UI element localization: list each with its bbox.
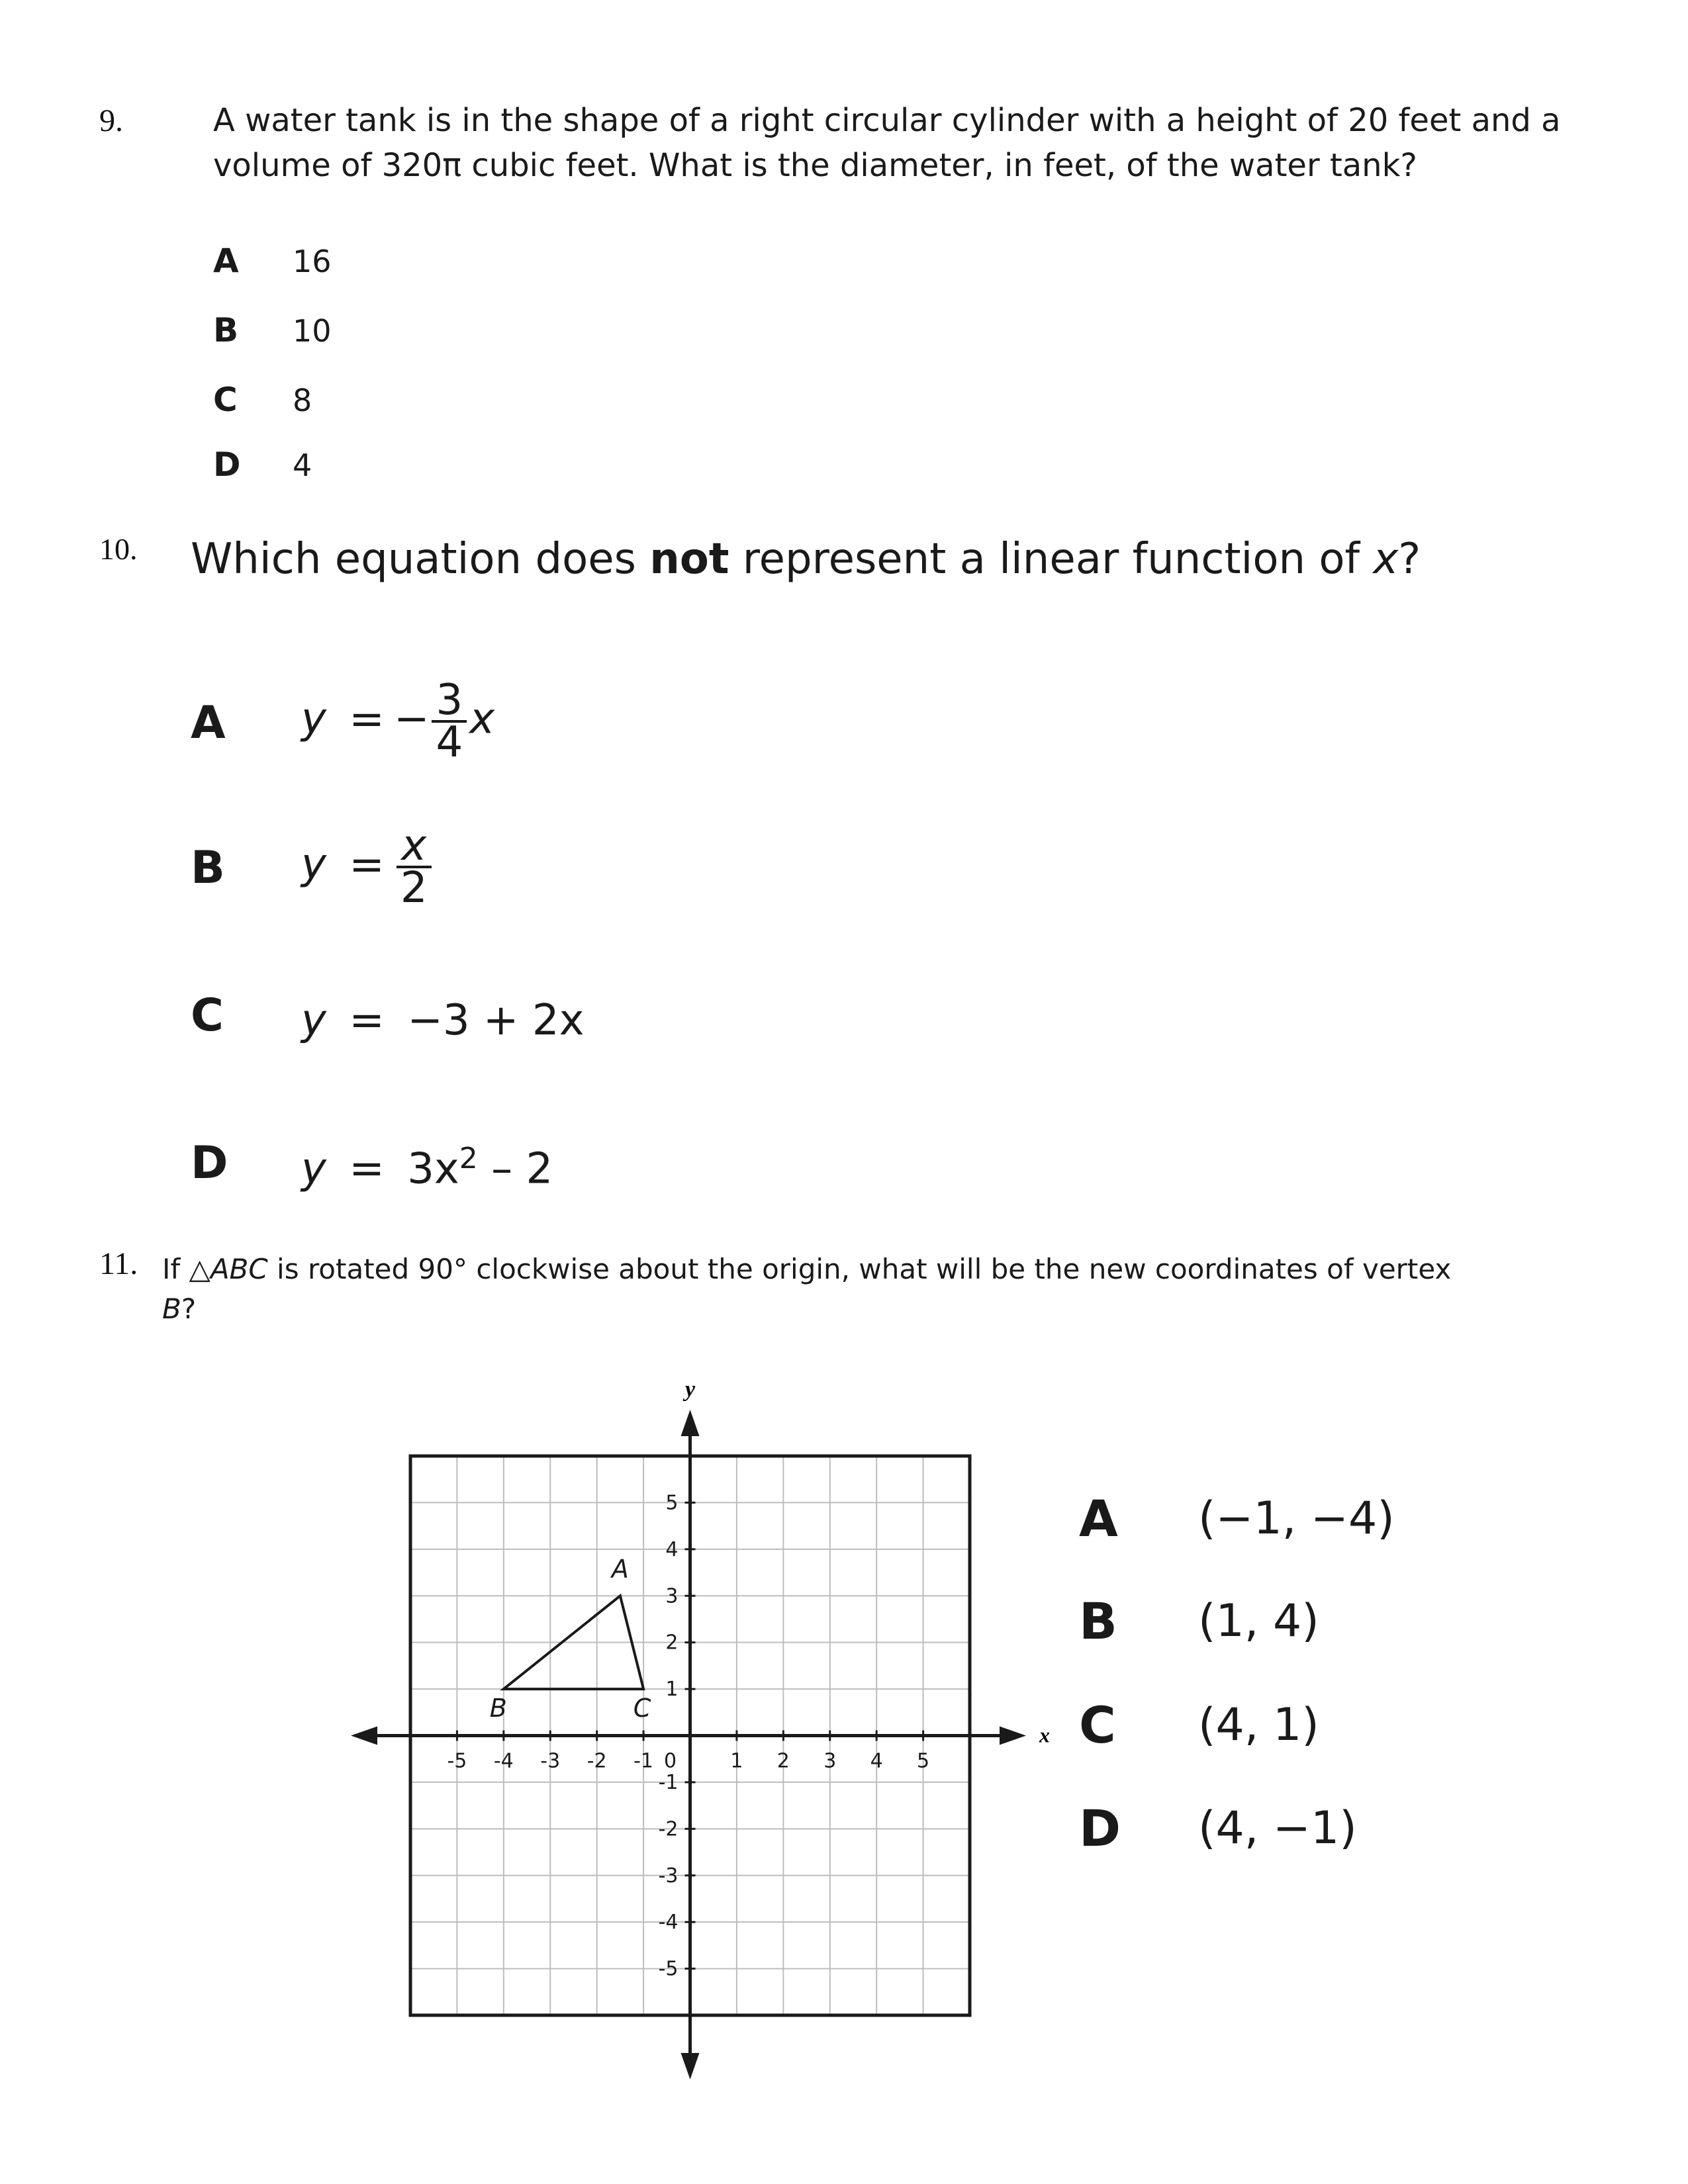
x-tick-label: 4 <box>870 1749 883 1773</box>
y-tick-label: -2 <box>658 1817 679 1841</box>
q9-choice-value-d: 4 <box>293 447 312 483</box>
q11-choice-value-b: (1, 4) <box>1198 1595 1319 1647</box>
y-axis-arrow-up <box>681 1410 700 1436</box>
x-axis-label: x <box>1039 1723 1050 1747</box>
eq-variable: x <box>469 694 495 744</box>
q10-text-part: ? <box>1398 535 1421 584</box>
x-tick-label: -5 <box>447 1749 467 1773</box>
eq-fraction <box>397 821 432 913</box>
eq-lhs: y <box>301 996 326 1045</box>
q10-choice-letter-c[interactable]: C <box>191 989 224 1042</box>
eq-equals: = <box>349 1144 385 1194</box>
question-9-text: A water tank is in the shape of a right circular cylinder with a height of 20 feet and a volume of 320π cubic feet. What is the diameter, in feet, of the water tank? <box>213 102 1561 184</box>
q11-text-part: ? <box>181 1293 197 1325</box>
q10-choice-letter-b[interactable]: B <box>191 842 225 894</box>
q11-choice-letter-a[interactable]: A <box>1079 1489 1118 1548</box>
axes <box>351 1410 1026 2079</box>
y-tick-label: -5 <box>658 1957 679 1981</box>
coordinate-grid <box>351 1370 1066 2085</box>
q9-choice-letter-b[interactable]: B <box>213 311 239 349</box>
vertex-label-a: A <box>611 1554 629 1584</box>
q10-text-part: Which equation does <box>191 535 650 584</box>
y-tick-label: 5 <box>665 1491 679 1515</box>
eq-exponent: 2 <box>459 1142 478 1175</box>
q11-choice-value-a: (−1, −4) <box>1198 1492 1395 1545</box>
q10-choice-equation-d <box>301 1142 553 1193</box>
q9-choice-letter-d[interactable]: D <box>213 445 241 484</box>
vertex-label-c: C <box>633 1694 651 1723</box>
x-tick-label: -1 <box>633 1749 654 1773</box>
fraction-denominator: 2 <box>397 866 432 908</box>
fraction-denominator: 4 <box>432 720 467 762</box>
eq-rest: – 2 <box>477 1144 553 1194</box>
q9-choice-value-b: 10 <box>293 313 332 349</box>
x-tick-label: 2 <box>776 1749 790 1773</box>
x-tick-label: -2 <box>586 1749 607 1773</box>
q9-choice-value-c: 8 <box>293 383 312 418</box>
eq-base: 3x <box>407 1144 459 1194</box>
q11-text-part: If △ <box>162 1253 211 1285</box>
x-tick-label: 5 <box>917 1749 930 1773</box>
q11-choice-letter-d[interactable]: D <box>1079 1799 1121 1858</box>
y-tick-label: 2 <box>665 1631 679 1655</box>
eq-equals: = <box>349 694 385 744</box>
eq-sign: − <box>393 694 430 744</box>
q11-choice-letter-b[interactable]: B <box>1079 1592 1117 1651</box>
fraction-numerator: 3 <box>436 676 463 725</box>
question-10-number: 10. <box>99 532 138 566</box>
question-10-text <box>191 535 1421 584</box>
eq-lhs: y <box>301 840 326 889</box>
eq-lhs: y <box>301 1144 326 1194</box>
q11-text-part: is rotated 90° clockwise about the origin, what will be the new coordinates of vertex <box>267 1253 1452 1285</box>
y-tick-label: 4 <box>665 1537 679 1561</box>
question-11-number: 11. <box>99 1246 138 1281</box>
x-tick-label: 0 <box>663 1749 677 1773</box>
q11-choice-letter-c[interactable]: C <box>1079 1696 1116 1754</box>
q10-choice-equation-b <box>301 821 434 913</box>
q11-text-vertex: B <box>162 1293 181 1325</box>
q11-choice-value-d: (4, −1) <box>1198 1802 1357 1854</box>
q10-choice-equation-a <box>301 676 495 767</box>
eq-equals: = <box>349 840 385 889</box>
x-tick-label: -4 <box>493 1749 514 1773</box>
q10-text-emphasis: not <box>649 535 729 584</box>
q9-choice-value-a: 16 <box>293 244 332 279</box>
x-axis-arrow-right <box>1000 1727 1026 1745</box>
q9-choice-letter-a[interactable]: A <box>213 242 239 280</box>
q11-choice-value-c: (4, 1) <box>1198 1699 1319 1751</box>
y-tick-label: 3 <box>665 1584 679 1608</box>
y-axis-label: y <box>684 1377 696 1402</box>
q10-choice-equation-c <box>301 996 584 1045</box>
q9-choice-letter-c[interactable]: C <box>213 381 238 419</box>
eq-rhs: −3 + 2x <box>407 996 585 1045</box>
y-tick-label: -3 <box>658 1864 679 1888</box>
eq-lhs: y <box>301 694 326 744</box>
q10-choice-letter-d[interactable]: D <box>191 1137 228 1189</box>
y-axis-arrow-down <box>681 2053 700 2079</box>
question-9-number: 9. <box>99 103 123 138</box>
y-tick-label: 1 <box>665 1678 679 1702</box>
eq-fraction <box>432 676 467 767</box>
x-tick-label: 1 <box>730 1749 743 1773</box>
vertex-label-b: B <box>489 1694 507 1723</box>
question-11-text <box>162 1250 1486 1329</box>
q10-choice-letter-a[interactable]: A <box>191 697 226 749</box>
x-tick-label: 3 <box>823 1749 837 1773</box>
q10-text-part: represent a linear function of <box>729 535 1374 584</box>
q10-text-variable: x <box>1373 535 1399 584</box>
triangle-abc <box>490 1554 651 1723</box>
eq-equals: = <box>349 996 385 1045</box>
fraction-numerator: x <box>401 821 427 870</box>
q11-text-triangle: ABC <box>210 1253 268 1285</box>
x-tick-label: -3 <box>540 1749 561 1773</box>
y-tick-label: -1 <box>658 1770 679 1794</box>
y-tick-label: -4 <box>658 1911 679 1934</box>
x-axis-arrow-left <box>351 1727 377 1745</box>
